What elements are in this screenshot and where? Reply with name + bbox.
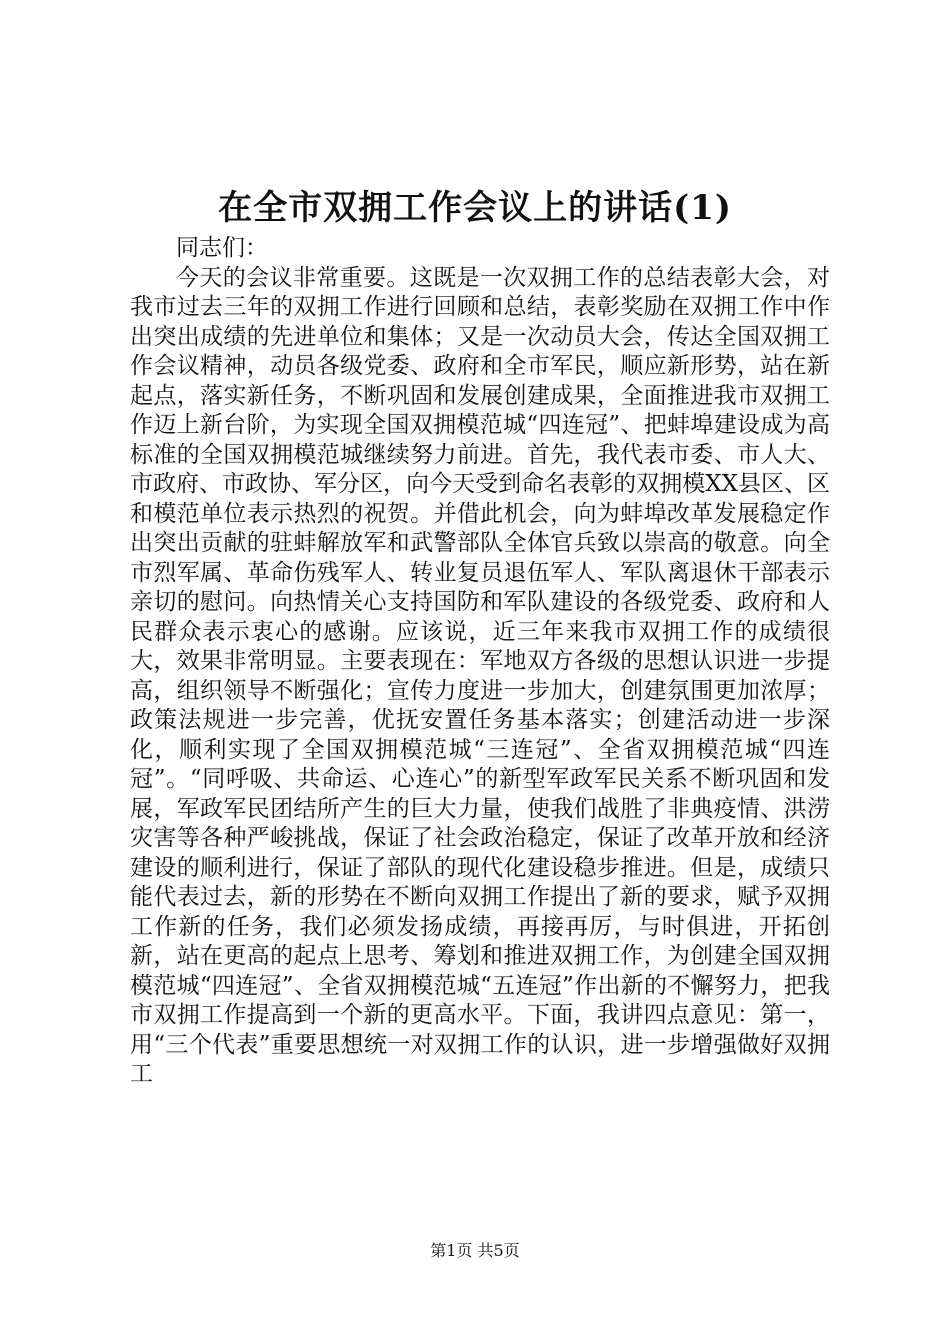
document-title: 在全市双拥工作会议上的讲话(1) — [218, 188, 732, 228]
document-body — [130, 234, 830, 1090]
salutation: 同志们： — [176, 235, 268, 261]
page-footer: 第1页 共5页 — [430, 1241, 520, 1260]
body-paragraph: 今天的会议非常重要。这既是一次双拥工作的总结表彰大会，对我市过去三年的双拥工作进行回顾和总结，表彰奖励在双拥工作中作出突出成绩的先进单位和集体；又是一次动员大会，传达全国双拥工作会议精神，动员各级党委、政府和全市军民，顺应新形势，站在新起点，落实新任务，不断巩固和发展创建成果，全面推进我市双拥工作迈上新台阶，为实现全国双拥模范城“四连冠”、把蚌埠建设成为高标准的全国双拥模范城继续努力前进。首先，我代表市委、市人大、市政府、市政协、军分区，向今天受到命名表彰的双拥模XX县区、区和模范单位表示热烈的祝贺。并借此机会，向为蚌埠改革发展稳定作出突出贡献的驻蚌解放军和武警部队全体官兵致以崇高的敬意。向全市烈军属、革命伤残军人、转业复员退伍军人、军队离退休干部表示亲切的慰问。向热情关心支持国防和军队建设的各级党委、政府和人民群众表示衷心的感谢。应该说，近三年来我市双拥工作的成绩很大，效果非常明显。主要表现在：军地双方各级的思想认识进一步提高，组织领导不断强化；宣传力度进一步加大，创建氛围更加浓厚；政策法规进一步完善，优抚安置任务基本落实；创建活动进一步深化，顺利实现了全国双拥模范城“三连冠”、全省双拥模范城“四连冠”。“同呼吸、共命运、心连心”的新型军政军民关系不断巩固和发展，军政军民团结所产生的巨大力量，使我们战胜了非典疫情、洪涝灾害等各种严峻挑战，保证了社会政治稳定，保证了改革开放和经济建设的顺利进行，保证了部队的现代化建设稳步推进。但是，成绩只能代表过去，新的形势在不断向双拥工作提出了新的要求，赋予双拥工作新的任务，我们必须发扬成绩，再接再厉，与时俱进，开拓创新，站在更高的起点上思考、筹划和推进双拥工作，为创建全国双拥模范城“四连冠”、全省双拥模范城“五连冠”作出新的不懈努力，把我市双拥工作提高到一个新的更高水平。下面，我讲四点意见：第一，用“三个代表”重要思想统一对双拥工作的认识，进一步增强做好双拥工 — [130, 264, 830, 1087]
